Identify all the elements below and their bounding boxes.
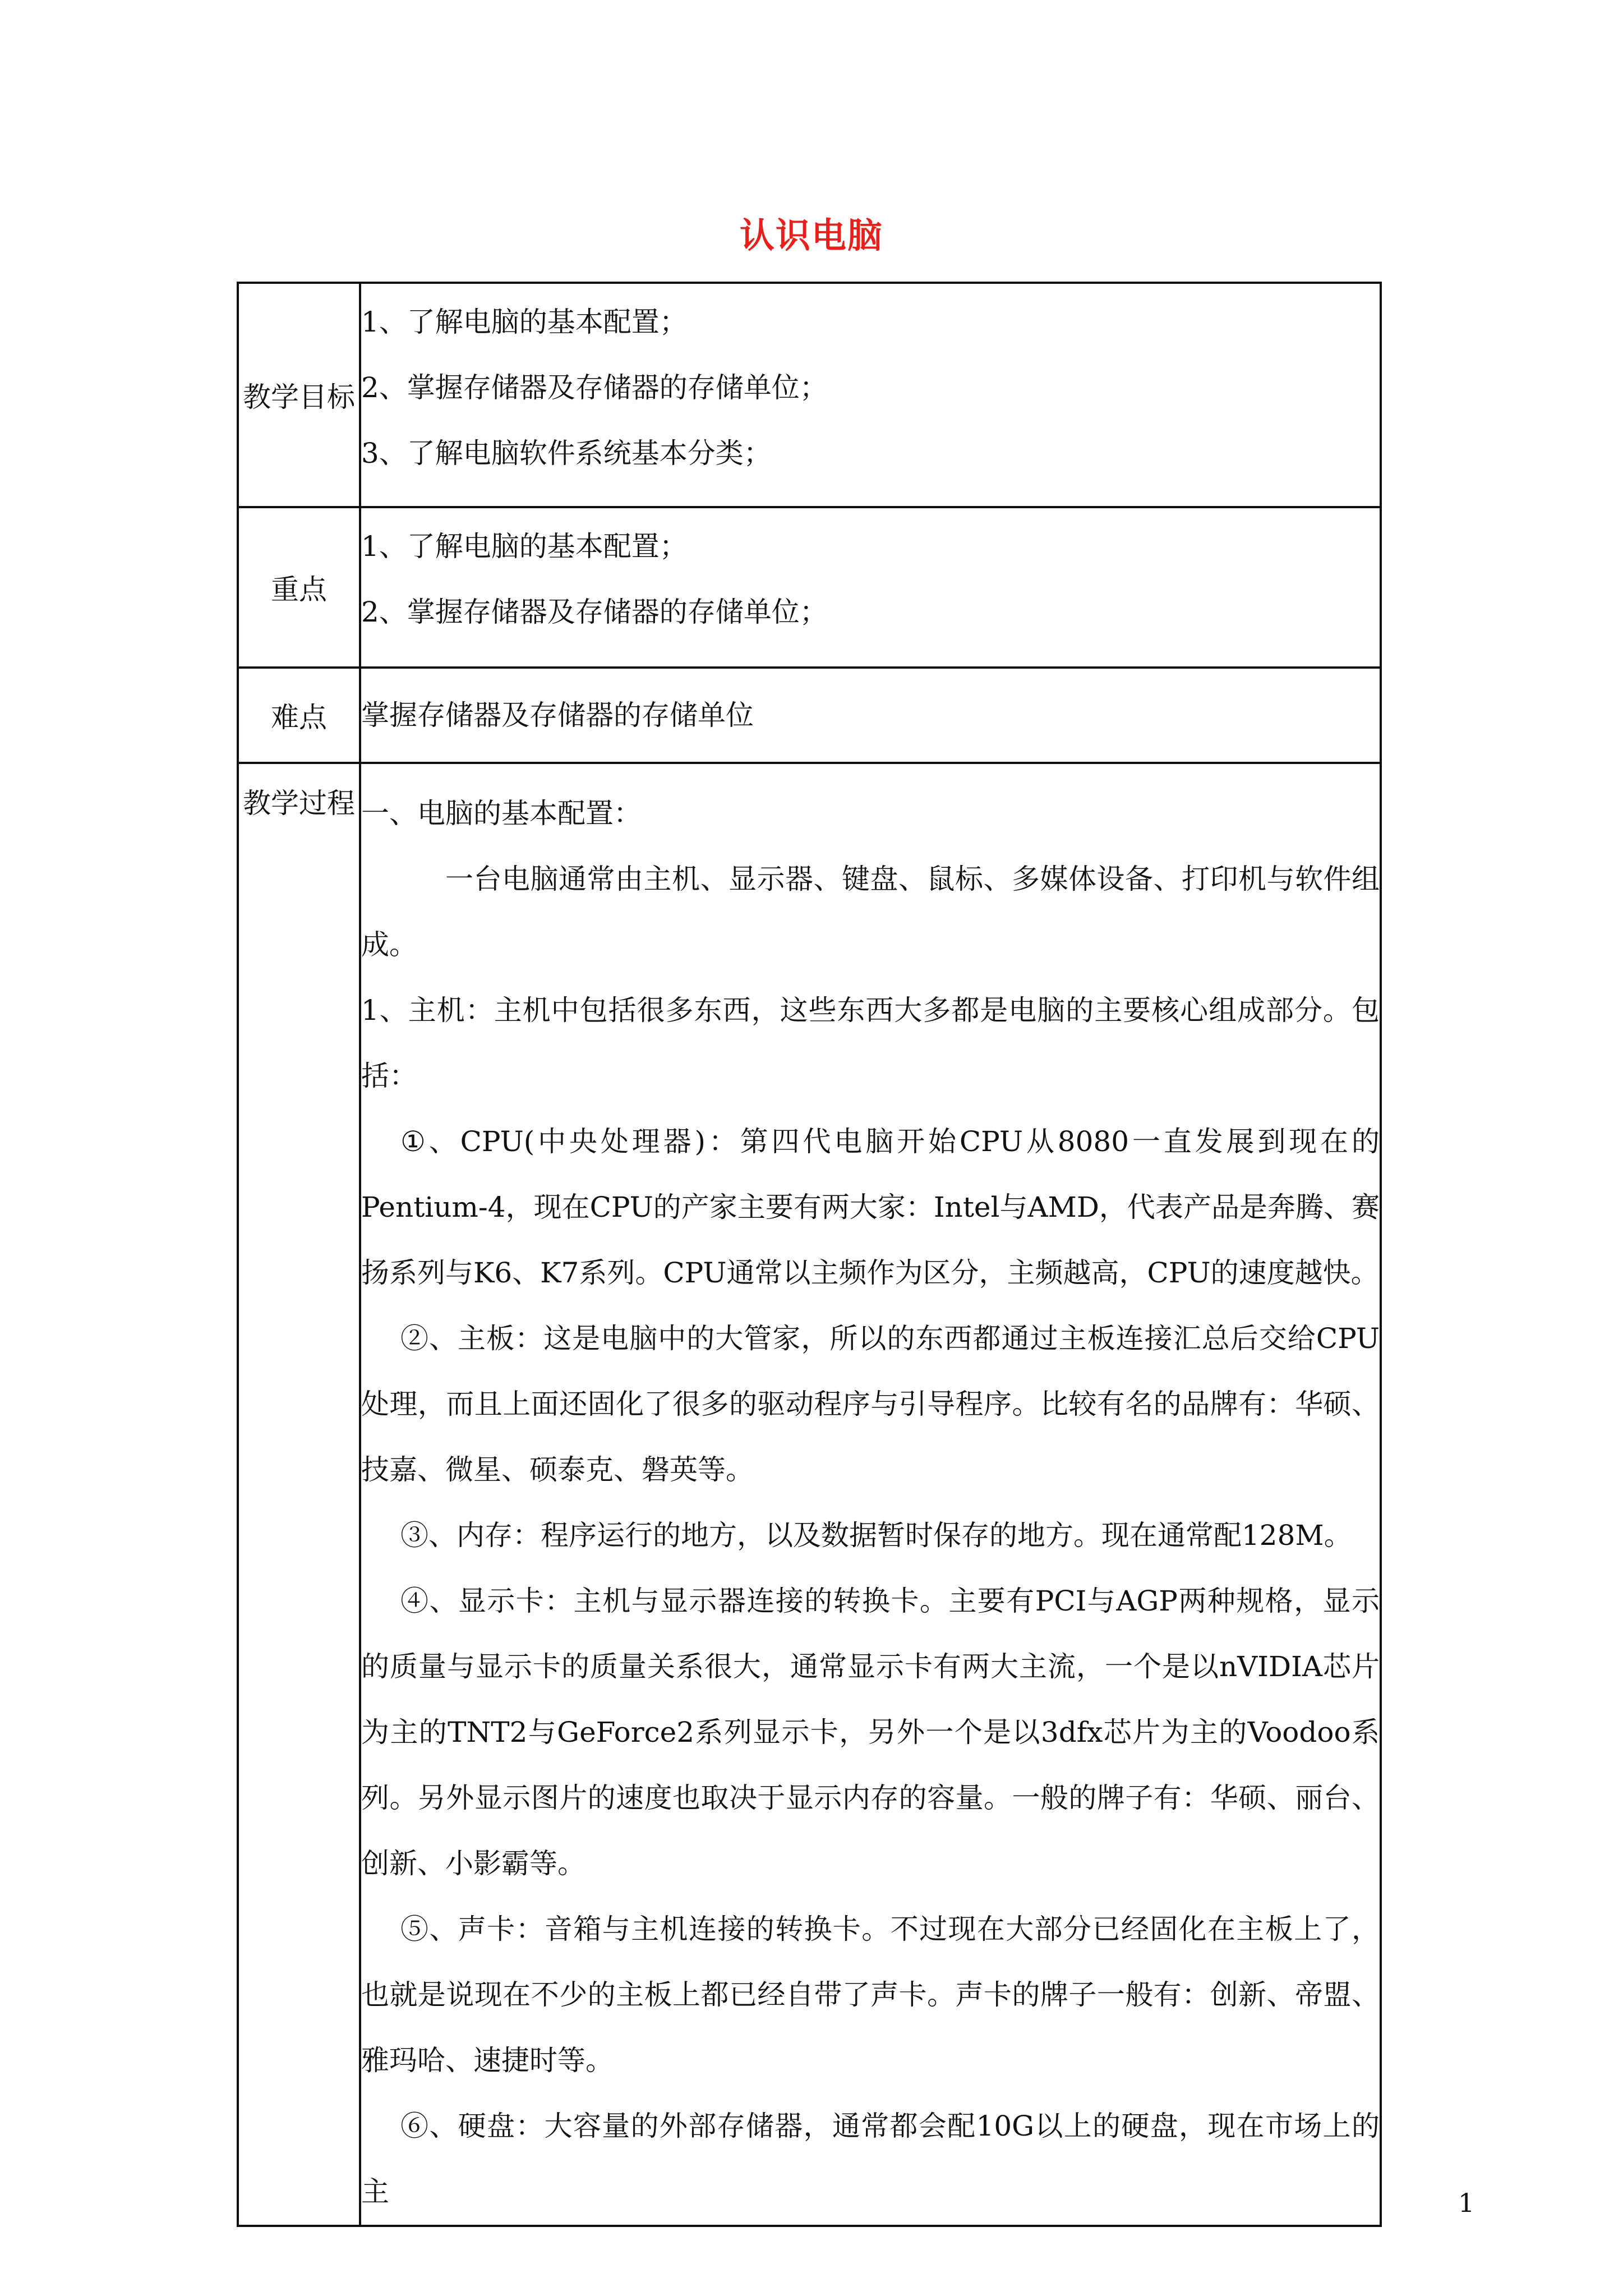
harddisk-paragraph: ⑥、硬盘：大容量的外部存储器，通常都会配10G以上的硬盘，现在市场上的主	[361, 2110, 1380, 2208]
page-number: 1	[1458, 2188, 1475, 2218]
key-point-item: 2、掌握存储器及存储器的存储单位；	[361, 596, 828, 628]
process-heading: 一、电脑的基本配置：	[361, 797, 642, 830]
objective-item: 2、掌握存储器及存储器的存储单位；	[361, 371, 828, 404]
difficulty-content	[360, 668, 1381, 763]
cpu-paragraph: ①、CPU(中央处理器)：第四代电脑开始CPU从8080一直发展到现在的Pentium-4，现在CPU的产家主要有两大家：Intel与AMD，代表产品是奔腾、赛扬系列与K6、K7系列。CPU通常以主频作为区分，主频越高，CPU的速度越快。	[361, 1125, 1380, 1289]
process-label: 教学过程	[238, 763, 360, 2226]
key-point-item: 1、了解电脑的基本配置；	[361, 530, 688, 563]
difficulty-text: 掌握存储器及存储器的存储单位	[361, 698, 754, 731]
process-row	[238, 763, 1381, 2226]
objective-item: 3、了解电脑软件系统基本分类；	[361, 437, 772, 470]
memory-paragraph: ③、内存：程序运行的地方，以及数据暂时保存的地方。现在通常配128M。	[400, 1519, 1352, 1552]
page-title: 认识电脑	[739, 215, 883, 256]
key-points-label: 重点	[238, 507, 360, 668]
process-content	[360, 763, 1381, 2226]
lesson-plan-table	[237, 282, 1382, 2227]
objective-item: 1、了解电脑的基本配置；	[361, 306, 688, 338]
host-paragraph: 1、主机：主机中包括很多东西，这些东西大多都是电脑的主要核心组成部分。包括：	[361, 994, 1380, 1092]
graphics-paragraph: ④、显示卡：主机与显示器连接的转换卡。主要有PCI与AGP两种规格，显示的质量与显示卡的质量关系很大，通常显示卡有两大主流，一个是以nVIDIA芯片为主的TNT2与GeForce2系列显示卡，另外一个是以3dfx芯片为主的Voodoo系列。另外显示图片的速度也取决于显示内存的容量。一般的牌子有：华硕、丽台、创新、小影霸等。	[361, 1585, 1380, 1880]
key-points-content	[360, 507, 1381, 668]
sound-paragraph: ⑤、声卡：音箱与主机连接的转换卡。不过现在大部分已经固化在主板上了，也就是说现在不少的主板上都已经自带了声卡。声卡的牌子一般有：创新、帝盟、雅玛哈、速捷时等。	[361, 1913, 1380, 2077]
objectives-content	[360, 283, 1381, 507]
motherboard-paragraph: ②、主板：这是电脑中的大管家，所以的东西都通过主板连接汇总后交给CPU处理，而且上面还固化了很多的驱动程序与引导程序。比较有名的品牌有：华硕、技嘉、微星、硕泰克、磐英等。	[361, 1322, 1380, 1486]
objectives-label: 教学目标	[238, 283, 360, 507]
difficulty-row	[238, 668, 1381, 763]
difficulty-label: 难点	[238, 668, 360, 763]
key-points-row	[238, 507, 1381, 668]
process-intro: 一台电脑通常由主机、显示器、键盘、鼠标、多媒体设备、打印机与软件组成。	[361, 863, 1380, 961]
objectives-row	[238, 283, 1381, 507]
